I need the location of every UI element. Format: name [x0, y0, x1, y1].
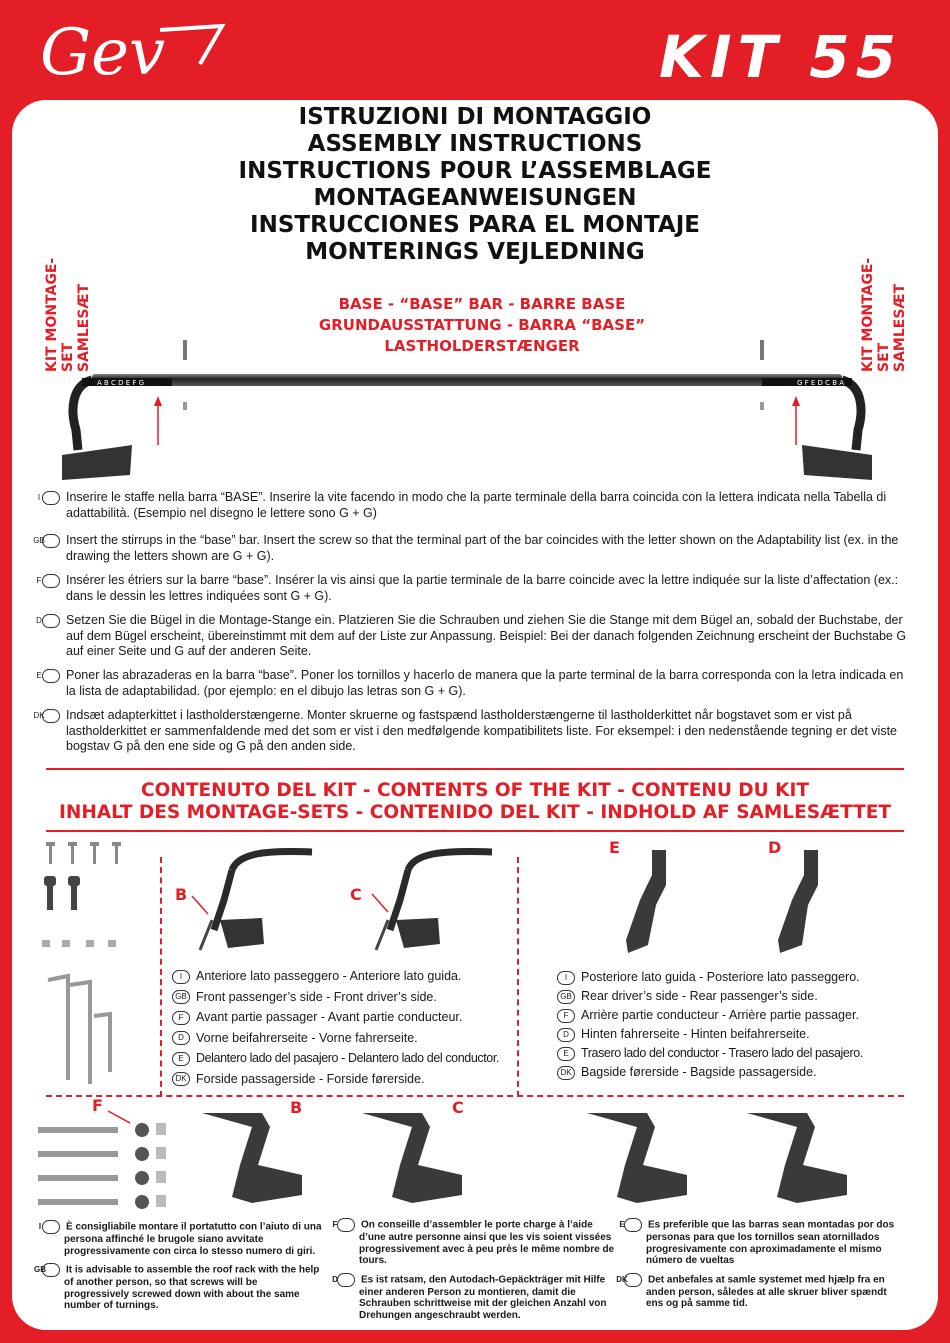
note-text: It is advisable to assemble the roof rack with the help of another person, so that screws will be progressively screwed down with about the same number of turnings.: [64, 1264, 320, 1311]
bar-letters-right: G F E D C B A: [797, 379, 845, 387]
legend-text: Bagside førerside - Bagside passagerside.: [581, 1065, 817, 1079]
note-text: È consigliabile montare il portatutto con l’aiuto di una persona affinché le brugole siano avvitate progressivamente con circa lo stesso numero di giri.: [64, 1221, 322, 1257]
rear-brackets-illustration: [612, 845, 842, 960]
legend-text: Front passenger’s side - Front driver’s side.: [196, 989, 437, 1004]
title-dk: MONTERINGS VEJLEDNING: [305, 239, 645, 265]
instruction-gb: [33, 533, 912, 564]
lang-badge: GB: [557, 990, 575, 1004]
base-bar-illustration: [42, 340, 892, 490]
front-legend: [172, 966, 499, 1089]
legend-text: Anteriore lato passeggero - Anteriore lato guida.: [196, 969, 462, 983]
instruction-dk: [33, 708, 912, 755]
lang-badge: GB: [42, 534, 60, 548]
rear-legend: [557, 968, 863, 1082]
part-label-d: D: [768, 838, 782, 857]
legend-text: Vorne beifahrerseite - Vorne fahrerseite.: [196, 1030, 418, 1045]
legend-text: Avant partie passager - Avant partie conducteur.: [196, 1010, 463, 1024]
title-block: [12, 104, 938, 266]
contents-heading: [12, 780, 938, 824]
assembly-illustration: [32, 1105, 912, 1215]
part-label-b2: B: [290, 1098, 303, 1117]
instruction-text: Poner las abrazaderas en la barra “base”. Poner los tornillos y hacerlo de manera que la parte terminal de la barra corresponda con la letra indicada en la lista de adaptabilidad. (por ejemplo: en el dibujo las letras son G + G).: [66, 668, 904, 698]
instruction-text: Setzen Sie die Bügel in die Montage-Stange ein. Platzieren Sie die Schrauben und ziehen Sie die Stange mit dem Bügel an, sobald der Buchstabe, der auf dem Bügel erscheint, übereinstimmt mit dem auf der Liste zur Anpassung. Beispiel: Bei der danach folgenden Zeichnung erscheint der Buchstabe G auf einer Seite und G auf der anderen Seite.: [66, 613, 907, 658]
instruction-sheet: [12, 100, 938, 1330]
lang-badge: E: [624, 1218, 642, 1232]
part-label-c: C: [350, 885, 362, 904]
lang-badge: D: [557, 1028, 575, 1042]
note-text: On conseille d’assembler le porte charge à l’aide d’une autre personne ainsi que les vis soient vissées progressivement avec à peu près le même nombre de tours.: [359, 1219, 615, 1266]
lang-badge: D: [172, 1031, 190, 1045]
title-de: MONTAGEANWEISUNGEN: [313, 185, 637, 211]
title-es: INSTRUCCIONES PARA EL MONTAJE: [250, 212, 700, 238]
lang-badge: DK: [557, 1066, 575, 1080]
instruction-fr: [36, 573, 912, 604]
side-label-right: KIT MONTAGE-SET SAMLESÆT: [860, 257, 908, 372]
instruction-text: Indsæt adapterkittet i lastholderstængerne. Monter skruerne og fastspænd lastholderstængerne til lastholderkittet når bogstavet som er vist på lastholderkittet er sammenfaldende med det som er vist i den medfølgende kompatibilitets liste. For eksempel: i den nedenstående tegning er det viste bogstav G på den ene side og G på den anden side.: [66, 708, 897, 753]
instruction-es: [36, 668, 912, 699]
legend-text: Arrière partie conducteur - Arrière partie passager.: [581, 1008, 859, 1022]
contents-line-1: CONTENUTO DEL KIT - CONTENTS OF THE KIT - CONTENU DU KIT: [141, 780, 809, 801]
side-label-left: KIT MONTAGE-SET SAMLESÆT: [44, 257, 92, 372]
legend-text: Forside passagerside - Forside førerside.: [196, 1071, 425, 1086]
lang-badge: I: [42, 1220, 60, 1234]
divider: [46, 768, 904, 770]
logo-text: Gev: [40, 16, 166, 90]
gev-logo: [40, 12, 240, 90]
legend-text: Posteriore lato guida - Posteriore lato passeggero.: [581, 970, 860, 984]
lang-badge: I: [557, 971, 575, 985]
lang-badge: DK: [172, 1072, 190, 1086]
instruction-text: Insert the stirrups in the “base” bar. Insert the screw so that the terminal part of the bar coincides with the letter shown on the Adaptability list (ex. in the drawing the letters shown are G + G).: [66, 533, 899, 563]
notes-col-2: [332, 1218, 617, 1327]
instruction-text: Inserire le staffe nella barra “BASE”. Inserire la vite facendo in modo che la parte terminale della barra coincida con la lettera indicata nella Tabella di adattabilità. (Esempio nel disegno le lettere sono G + G): [66, 490, 887, 520]
lang-badge: E: [172, 1052, 190, 1066]
kit-title: KIT 55: [659, 23, 902, 91]
lang-badge: I: [172, 970, 190, 984]
instruction-text: Insérer les étriers sur la barre “base”. Insérer la vis ainsi que la partie terminale de la barre coincide avec la lettre indiquée sur la liste d’affectation (ex.: dans le dessin les lettres indiquées sont G + G).: [66, 573, 899, 603]
lang-badge: E: [557, 1047, 575, 1061]
lang-badge: DK: [42, 709, 60, 723]
contents-line-2: INHALT DES MONTAGE-SETS - CONTENIDO DEL KIT - INDHOLD AF SAMLESÆTTET: [58, 802, 892, 823]
lang-badge: GB: [42, 1263, 60, 1277]
lang-badge: F: [557, 1009, 575, 1023]
lang-badge: I: [42, 491, 60, 505]
part-label-e: E: [609, 838, 620, 857]
bar-letters-left: A B C D E F G: [97, 379, 145, 387]
lang-badge: E: [42, 669, 60, 683]
part-label-f: F: [92, 1096, 103, 1115]
notes-col-1: [34, 1220, 322, 1318]
instruction-de: [36, 613, 912, 660]
hardware-illustration: [38, 840, 148, 1095]
legend-text: Delantero lado del pasajero - Delantero lado del conductor.: [196, 1051, 499, 1065]
lang-badge: D: [42, 614, 60, 628]
lang-badge: GB: [172, 990, 190, 1004]
part-label-c2: C: [452, 1098, 464, 1117]
instruction-it: [37, 490, 912, 521]
divider: [46, 830, 904, 832]
legend-text: Trasero lado del conductor - Trasero lado del pasajero.: [581, 1046, 863, 1060]
title-en: ASSEMBLY INSTRUCTIONS: [307, 131, 643, 157]
lang-badge: F: [337, 1218, 355, 1232]
title-fr: INSTRUCTIONS POUR L’ASSEMBLAGE: [238, 158, 712, 184]
legend-text: Rear driver’s side - Rear passenger’s side.: [581, 989, 818, 1003]
notes-col-3: [616, 1218, 904, 1316]
divider-dashed: [46, 1095, 904, 1098]
legend-text: Hinten fahrerseite - Hinten beifahrerseite.: [581, 1027, 810, 1041]
base-line-1: BASE - “BASE” BAR - BARRE BASE: [338, 295, 626, 313]
lang-badge: F: [42, 574, 60, 588]
lang-badge: DK: [624, 1273, 642, 1287]
front-brackets-illustration: [172, 840, 502, 970]
part-label-b: B: [175, 885, 188, 904]
note-text: Det anbefales at samle systemet med hjælp fra en anden person, således at alle skruer bliver spændt ens og på samme tid.: [646, 1274, 887, 1309]
base-line-3: LASTHOLDERSTÆNGER: [384, 337, 580, 355]
lang-badge: D: [337, 1273, 355, 1287]
note-text: Es preferible que las barras sean montadas por dos personas para que los tornillos sean atornillados progresivamente con aproximadamente el mismo número de vueltas: [646, 1219, 895, 1266]
lang-badge: F: [172, 1011, 190, 1025]
base-line-2: GRUNDAUSSTATTUNG - BARRA “BASE”: [318, 316, 646, 334]
title-it: ISTRUZIONI DI MONTAGGIO: [298, 104, 652, 130]
note-text: Es ist ratsam, den Autodach-Gepäckträger mit Hilfe einer anderen Person zu montieren, damit die Schrauben schrittweise mit der gleichen Anzahl von Drehungen angeschraubt werden.: [359, 1274, 607, 1321]
